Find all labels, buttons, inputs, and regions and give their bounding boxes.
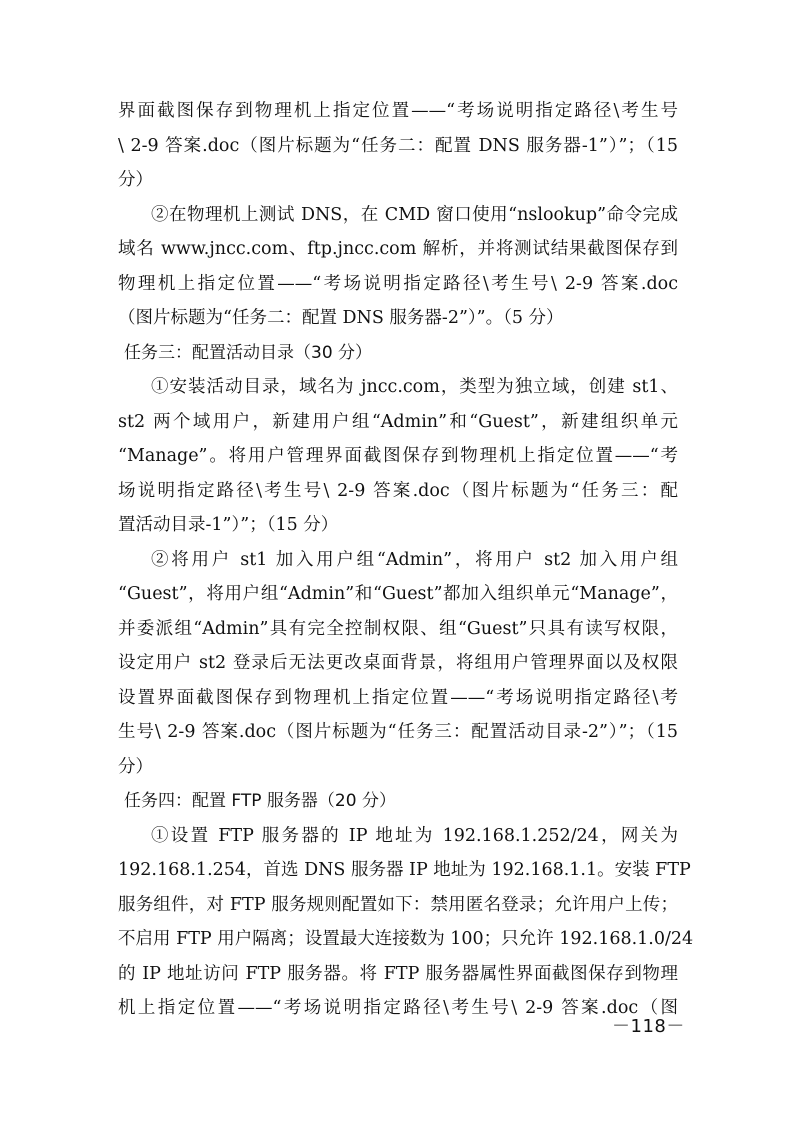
page-number: －118－: [612, 1016, 685, 1037]
text-line: 机上指定位置——“考场说明指定路径\考生号\ 2-9 答案.doc（图: [118, 998, 678, 1018]
text-line: 服务组件，对 FTP 服务规则配置如下：禁用匿名登录；允许用户上传；: [118, 894, 678, 915]
text-line: 的 IP 地址访问 FTP 服务器。将 FTP 服务器属性界面截图保存到物理: [118, 963, 678, 984]
text-line: “Manage”。将用户管理界面截图保存到物理机上指定位置——“考: [118, 446, 678, 466]
text-line: 物理机上指定位置——“考场说明指定路径\考生号\ 2-9 答案.doc: [118, 273, 678, 294]
text-line: 不启用 FTP 用户隔离；设置最大连接数为 100；只允许 192.168.1.0/24: [118, 929, 694, 949]
text-line: 置活动目录-1”）”；（15 分）: [118, 515, 339, 535]
section-heading: 任务四：配置 FTP 服务器（20 分）: [124, 791, 396, 811]
text-line: 并委派组“Admin”具有完全控制权限、组“Guest”只具有读写权限，: [118, 618, 678, 639]
text-line: 设置界面截图保存到物理机上指定位置——“考场说明指定路径\考: [118, 687, 678, 708]
text-line: 界面截图保存到物理机上指定位置——“考场说明指定路径\考生号: [118, 101, 678, 121]
text-line: \ 2-9 答案.doc（图片标题为“任务二：配置 DNS 服务器-1”）”；（15: [118, 135, 678, 156]
text-line: （图片标题为“任务二：配置 DNS 服务器-2”）”。（5 分）: [118, 308, 564, 328]
paragraph-start: ①设置 FTP 服务器的 IP 地址为 192.168.1.252/24，网关为: [151, 825, 678, 846]
paragraph-start: ②将用户 st1 加入用户组“Admin”，将用户 st2 加入用户组: [151, 549, 678, 570]
text-line: 生号\ 2-9 答案.doc（图片标题为“任务三：配置活动目录-2”）”；（15: [118, 722, 678, 742]
text-line: “Guest”，将用户组“Admin”和“Guest”都加入组织单元“Manage”，: [118, 584, 678, 604]
text-line: 场说明指定路径\考生号\ 2-9 答案.doc（图片标题为“任务三：配: [118, 480, 678, 501]
section-heading: 任务三：配置活动目录（30 分）: [124, 342, 373, 363]
text-line: 分）: [118, 756, 153, 777]
paragraph-start: ①安装活动目录，域名为 jncc.com，类型为独立域，创建 st1、: [151, 377, 678, 397]
text-line: 域名 www.jncc.com、ftp.jncc.com 解析，并将测试结果截图保存到: [118, 239, 678, 259]
text-line: 分）: [118, 170, 153, 190]
text-line: 192.168.1.254，首选 DNS 服务器 IP 地址为 192.168.1.1。安装 FTP: [118, 860, 691, 880]
text-line: st2 两个域用户，新建用户组“Admin”和“Guest”，新建组织单元: [118, 411, 678, 432]
document-body: [118, 94, 694, 1026]
text-line: 设定用户 st2 登录后无法更改桌面背景，将组用户管理界面以及权限: [118, 653, 678, 673]
paragraph-start: ②在物理机上测试 DNS，在 CMD 窗口使用“nslookup”命令完成: [151, 204, 678, 225]
